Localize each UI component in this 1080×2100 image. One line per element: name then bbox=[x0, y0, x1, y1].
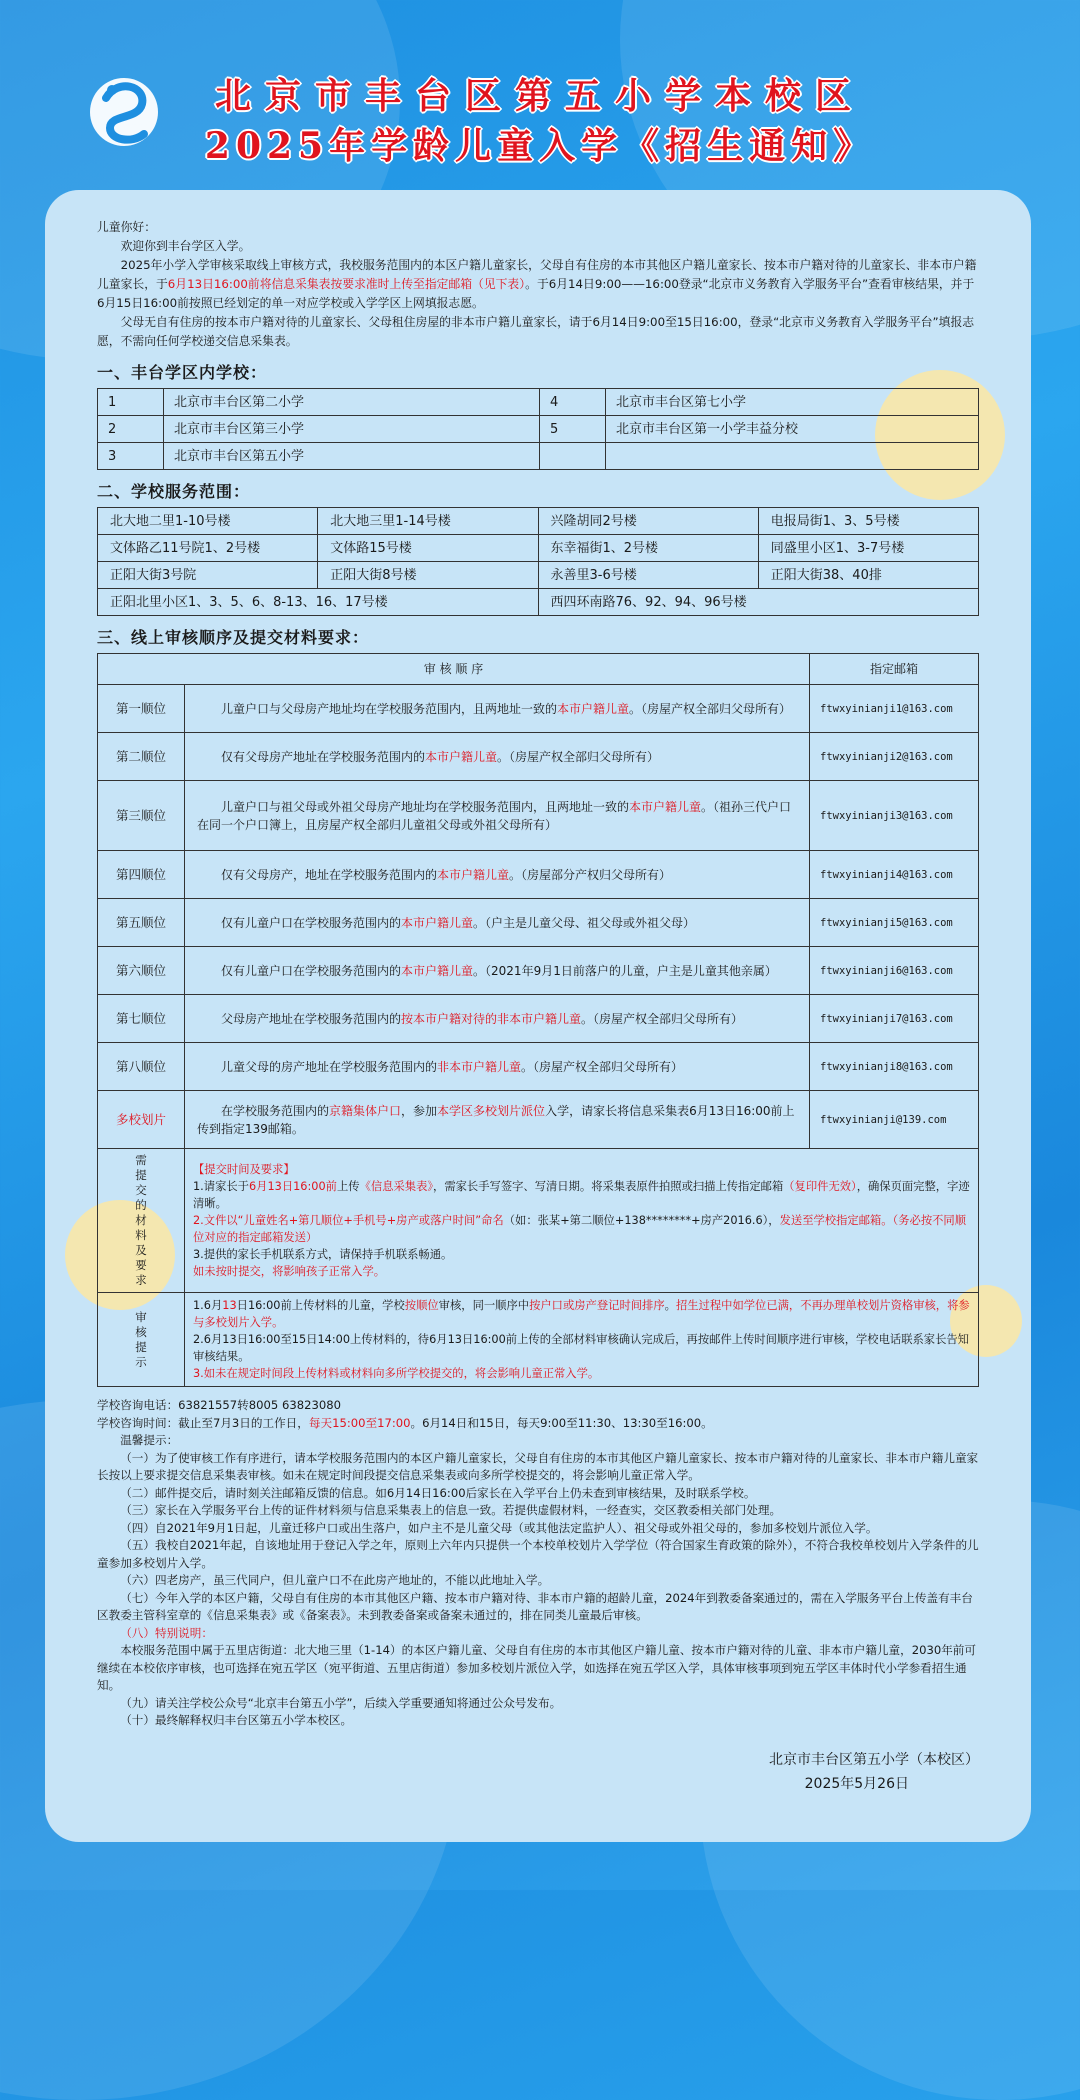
order-description bbox=[185, 947, 810, 995]
text: ，参加 bbox=[401, 1103, 438, 1118]
designated-email: ftwxyinianji7@163.com bbox=[810, 995, 979, 1043]
highlight: 本学区多校划片派位 bbox=[437, 1103, 546, 1118]
table-row bbox=[98, 995, 979, 1043]
time-line bbox=[97, 1415, 979, 1433]
table-row bbox=[98, 851, 979, 899]
phone-line bbox=[97, 1397, 979, 1415]
text: 学校咨询电话： bbox=[97, 1398, 179, 1412]
section-3-title: 三、线上审核顺序及提交材料要求： bbox=[97, 628, 370, 647]
table-row bbox=[98, 1043, 979, 1091]
order-level: 第五顺位 bbox=[98, 899, 185, 947]
highlight: 本市户籍儿童 bbox=[629, 799, 702, 814]
text: 2025年小学入学审核采取线上审核方式，我校服务范围内的本区户籍儿童家长，父母自有住房的本市其他区户籍儿童家长、按本市户籍对待的儿童家长、非本市户籍儿童家长，于 bbox=[97, 258, 977, 291]
address-cell: 文体路15号楼 bbox=[318, 535, 538, 562]
text: 。（房屋产权全部归父母所有） bbox=[521, 1059, 684, 1074]
table-row bbox=[98, 443, 979, 470]
school-name: 北京市丰台区第七小学 bbox=[606, 389, 979, 416]
text: 1.请家长于 bbox=[193, 1180, 249, 1193]
review-tips bbox=[185, 1293, 979, 1387]
materials-heading: 【提交时间及要求】 bbox=[193, 1163, 295, 1176]
empty-cell bbox=[540, 443, 606, 470]
signature-school: 北京市丰台区第五小学（本校区） bbox=[769, 1751, 979, 1768]
materials-line bbox=[193, 1212, 970, 1246]
text: 在学校服务范围内的 bbox=[221, 1103, 330, 1118]
tip: （一）为了使审核工作有序进行，请本学校服务范围内的本区户籍儿童家长，父母自有住房的本市其他区户籍儿童家长、按本市户籍对待的儿童家长、非本市户籍儿童家长按以上要求提交信息采集表审核。如未在规定时间段提交信息采集表或向多所学校提交的，将会影响儿童正常入学。 bbox=[97, 1450, 979, 1482]
highlight: 本市户籍儿童 bbox=[557, 701, 630, 716]
notice-panel bbox=[45, 190, 1031, 1842]
school-no: 4 bbox=[540, 389, 606, 416]
table-row bbox=[98, 416, 979, 443]
designated-email: ftwxyinianji@139.com bbox=[810, 1091, 979, 1149]
school-name: 北京市丰台区第一小学丰益分校 bbox=[606, 416, 979, 443]
highlight: 按本市户籍对待的非本市户籍儿童 bbox=[401, 1011, 582, 1026]
address-cell: 同盛里小区1、3-7号楼 bbox=[758, 535, 978, 562]
highlight: 《信息采集表》 bbox=[359, 1180, 434, 1193]
address-cell: 永善里3-6号楼 bbox=[538, 562, 758, 589]
table-row bbox=[98, 899, 979, 947]
order-level: 第四顺位 bbox=[98, 851, 185, 899]
intro-paragraph-1 bbox=[97, 256, 979, 313]
address-cell: 正阳大街38、40排 bbox=[758, 562, 978, 589]
order-description bbox=[185, 733, 810, 781]
table-row bbox=[98, 733, 979, 781]
highlight: 2.文件以“儿童姓名+第几顺位+手机号+房产或落户时间”命名 bbox=[193, 1214, 504, 1227]
page-title-line1: 北京市丰台区第五小学本校区 bbox=[214, 75, 865, 117]
tip: （二）邮件提交后，请时刻关注邮箱反馈的信息。如6月14日16:00后家长在入学平台上仍未查到审核结果，及时联系学校。 bbox=[120, 1485, 756, 1500]
order-description bbox=[185, 1091, 810, 1149]
order-level: 第七顺位 bbox=[98, 995, 185, 1043]
order-level: 第三顺位 bbox=[98, 781, 185, 851]
text: ，需家长手写签字、写清日期。将采集表原件拍照或扫描上传指定邮箱 bbox=[433, 1180, 784, 1193]
designated-email: ftwxyinianji2@163.com bbox=[810, 733, 979, 781]
order-description bbox=[185, 851, 810, 899]
order-description bbox=[185, 899, 810, 947]
tip: （九）请关注学校公众号“北京丰台第五小学”，后续入学重要通知将通过公众号发布。 bbox=[120, 1695, 562, 1710]
materials-line: 3.提供的家长手机联系方式，请保持手机联系畅通。 bbox=[193, 1248, 453, 1261]
header-order: 审 核 顺 序 bbox=[98, 654, 810, 685]
highlight: 本市户籍儿童 bbox=[401, 915, 474, 930]
header-mail: 指定邮箱 bbox=[810, 654, 979, 685]
table-row bbox=[98, 1293, 979, 1387]
school-name: 北京市丰台区第三小学 bbox=[164, 416, 540, 443]
text: （如：张某+第二顺位+138********+房产2016.6）， bbox=[503, 1214, 780, 1227]
table-row bbox=[98, 535, 979, 562]
table-row bbox=[98, 389, 979, 416]
text: 儿童户口与父母房产地址均在学校服务范围内，且两地址一致的 bbox=[221, 701, 558, 716]
order-level: 第一顺位 bbox=[98, 685, 185, 733]
text: 。（房屋产权全部归父母所有） bbox=[581, 1011, 744, 1026]
order-level: 第二顺位 bbox=[98, 733, 185, 781]
greeting: 儿童你好： bbox=[97, 220, 156, 234]
header bbox=[0, 0, 1080, 190]
highlight: 本市户籍儿童 bbox=[437, 867, 510, 882]
text: 。（房屋产权全部归父母所有） bbox=[629, 701, 792, 716]
text: 。于6月14日9:00——16:00登录“北京市义务教育入学服务平台”查看审核结果，并于6月15日16:00前按照已经划定的单一对应学校或入学学区上网填报志愿。 bbox=[97, 277, 975, 310]
tip: （四）自2021年9月1日起，儿童迁移户口或出生落户，如户主不是儿童父母（或其他法定监护人）、祖父母或外祖父母的，参加多校划片派位入学。 bbox=[120, 1520, 878, 1535]
table-row bbox=[98, 685, 979, 733]
tip: （六）四老房产，虽三代同户，但儿童户口不在此房产地址的，不能以此地址入学。 bbox=[120, 1573, 550, 1587]
highlight: 非本市户籍儿童 bbox=[437, 1059, 522, 1074]
text: 。（祖孙三代户口在同一个户口簿上，且房屋产权全部归儿童祖父母或外祖父母所有） bbox=[197, 799, 792, 832]
empty-cell bbox=[606, 443, 979, 470]
table-row bbox=[98, 508, 979, 535]
signature bbox=[97, 1748, 979, 1796]
text: 。（2021年9月1日前落户的儿童，户主是儿童其他亲属） bbox=[473, 963, 777, 978]
materials-label bbox=[98, 1149, 185, 1293]
highlight: 招生过程中如学位已满，不再办理单校划片资格审核，将参与多校划片入学。 bbox=[193, 1299, 970, 1329]
vertical-label: 审核提示 bbox=[135, 1309, 147, 1369]
service-scope-table bbox=[97, 507, 979, 616]
table-row bbox=[98, 1091, 979, 1149]
welcome-text: 欢迎你到丰台学区入学。 bbox=[120, 239, 251, 253]
address-cell: 正阳北里小区1、3、5、6、8-13、16、17号楼 bbox=[98, 589, 539, 616]
order-description bbox=[185, 1043, 810, 1091]
materials-warning: 如未按时提交，将影响孩子正常入学。 bbox=[193, 1265, 386, 1278]
table-row bbox=[98, 589, 979, 616]
address-cell: 兴隆胡同2号楼 bbox=[538, 508, 758, 535]
address-cell: 西四环南路76、92、94、96号楼 bbox=[538, 589, 979, 616]
text: 仅有父母房产地址在学校服务范围内的 bbox=[221, 749, 426, 764]
deadline-highlight: 6月13日16:00前将信息采集表按要求准时上传至指定邮箱（见下表） bbox=[167, 277, 526, 291]
text: 日16:00前上传材料的儿童，学校 bbox=[236, 1299, 405, 1312]
review-line bbox=[193, 1297, 970, 1331]
order-level: 多校划片 bbox=[98, 1091, 185, 1149]
section-1-title: 一、丰台学区内学校： bbox=[97, 363, 268, 382]
designated-email: ftwxyinianji3@163.com bbox=[810, 781, 979, 851]
school-name: 北京市丰台区第二小学 bbox=[164, 389, 540, 416]
highlight: 本市户籍儿童 bbox=[401, 963, 474, 978]
address-cell: 正阳大街8号楼 bbox=[318, 562, 538, 589]
designated-email: ftwxyinianji8@163.com bbox=[810, 1043, 979, 1091]
order-level: 第八顺位 bbox=[98, 1043, 185, 1091]
address-cell: 正阳大街3号院 bbox=[98, 562, 318, 589]
address-cell: 文体路乙11号院1、2号楼 bbox=[98, 535, 318, 562]
footer-notes bbox=[97, 1397, 979, 1796]
review-line: 2.6月13日16:00至15日14:00上传材料的，待6月13日16:00前上传的全部材料审核确认完成后，再按邮件上传时间顺序进行审核，学校电话联系家长告知审核结果。 bbox=[193, 1333, 969, 1363]
text: ，确保页面完整，字迹清晰。 bbox=[193, 1180, 970, 1210]
text: 仅有儿童户口在学校服务范围内的 bbox=[221, 963, 402, 978]
review-label bbox=[98, 1293, 185, 1387]
review-order-table bbox=[97, 653, 979, 1387]
text: 儿童户口与祖父母或外祖父母房产地址均在学校服务范围内，且两地址一致的 bbox=[221, 799, 630, 814]
table-row bbox=[98, 781, 979, 851]
table-header-row bbox=[98, 654, 979, 685]
text: 1.6月 bbox=[193, 1299, 223, 1312]
tip: （三）家长在入学服务平台上传的证件材料须与信息采集表上的信息一致。若提供虚假材料，一经查实，交区教委相关部门处理。 bbox=[120, 1503, 782, 1517]
text: 仅有儿童户口在学校服务范围内的 bbox=[221, 915, 402, 930]
text: 。（户主是儿童父母、祖父母或外祖父母） bbox=[473, 915, 696, 930]
order-rows bbox=[98, 685, 979, 1091]
address-cell: 电报局街1、3、5号楼 bbox=[758, 508, 978, 535]
text: 。（房屋产权全部归父母所有） bbox=[497, 749, 660, 764]
order-description bbox=[185, 781, 810, 851]
intro-paragraph-2: 父母无自有住房的按本市户籍对待的儿童家长、父母租住房屋的非本市户籍儿童家长，请于6月14日9:00至15日16:00，登录“北京市义务教育入学服务平台”填报志愿，不需向任何学校递交信息采集表。 bbox=[97, 315, 975, 348]
tip: （十）最终解释权归丰台区第五小学本校区。 bbox=[120, 1713, 353, 1727]
tip: 本校服务范围中属于五里店街道：北大地三里（1-14）的本区户籍儿童、父母自有住房的本市其他区户籍儿童、按本市户籍对待的儿童、非本市户籍儿童，2030年前可继续在本校依序审核，也可选择在宛五学区（宛平街道、五里店街道）参加多校划片派位入学，如选择在宛五学区入学，具体审核事项到宛五学区丰体时代小学参看招生通知。 bbox=[97, 1643, 976, 1692]
text: 父母房产地址在学校服务范围内的 bbox=[221, 1011, 402, 1026]
text: 。（房屋部分产权归父母所有） bbox=[509, 867, 672, 882]
school-no: 3 bbox=[98, 443, 164, 470]
table-row bbox=[98, 1149, 979, 1293]
phone-number: 63821557转8005 63823080 bbox=[178, 1398, 341, 1412]
highlight: 京籍集体户口 bbox=[329, 1103, 402, 1118]
tip: （七）今年入学的本区户籍，父母自有住房的本市其他区户籍、按本市户籍对待、非本市户籍的超龄儿童，2024年到教委备案通过的，需在入学服务平台上传盖有丰台区教委主管科室章的《信息采集表》或《备案表》。未到教委备案或备案未通过的，排在同类儿童最后审核。 bbox=[97, 1590, 973, 1622]
intro bbox=[97, 218, 979, 351]
section-2-title: 二、学校服务范围： bbox=[97, 482, 251, 501]
highlight: 本市户籍儿童 bbox=[425, 749, 498, 764]
address-cell: 北大地三里1-14号楼 bbox=[318, 508, 538, 535]
text: 仅有父母房产，地址在学校服务范围内的 bbox=[221, 867, 438, 882]
table-row bbox=[98, 562, 979, 589]
highlight: 按顺位 bbox=[404, 1299, 439, 1312]
text: 。6月14日和15日，每天9:00至11:30、13:30至16:00。 bbox=[410, 1415, 713, 1430]
page-title-line2: 2025年学龄儿童入学《招生通知》 bbox=[204, 125, 876, 167]
notice-content bbox=[97, 218, 979, 1796]
text: 截止至7月3日的工作日， bbox=[178, 1415, 309, 1430]
text: 入学，请家长将信息采集表6月13日16:00前上传到指定139邮箱。 bbox=[197, 1103, 795, 1136]
address-cell: 北大地二里1-10号楼 bbox=[98, 508, 318, 535]
order-description bbox=[185, 685, 810, 733]
school-name: 北京市丰台区第五小学 bbox=[164, 443, 540, 470]
highlight: 按户口或房产登记时间排序 bbox=[529, 1299, 665, 1312]
highlight: 发送至学校指定邮箱。（务必按不同顺位对应的指定邮箱发送） bbox=[193, 1214, 967, 1244]
text: 学校咨询时间： bbox=[97, 1415, 179, 1430]
text: 上传 bbox=[336, 1180, 360, 1193]
designated-email: ftwxyinianji6@163.com bbox=[810, 947, 979, 995]
tips-title: 温馨提示： bbox=[120, 1433, 179, 1447]
highlight: （复印件无效） bbox=[783, 1180, 857, 1193]
highlight: 13 bbox=[222, 1299, 237, 1312]
designated-email: ftwxyinianji5@163.com bbox=[810, 899, 979, 947]
text: 儿童父母的房产地址在学校服务范围内的 bbox=[221, 1059, 438, 1074]
signature-date: 2025年5月26日 bbox=[804, 1775, 909, 1792]
school-no: 1 bbox=[98, 389, 164, 416]
order-description bbox=[185, 995, 810, 1043]
school-table bbox=[97, 388, 979, 470]
address-cell: 东幸福街1、2号楼 bbox=[538, 535, 758, 562]
highlight: 6月13日16:00前 bbox=[248, 1180, 337, 1193]
designated-email: ftwxyinianji4@163.com bbox=[810, 851, 979, 899]
review-warning: 3.如未在规定时间段上传材料或材料向多所学校提交的，将会影响儿童正常入学。 bbox=[193, 1367, 600, 1380]
materials-requirements bbox=[185, 1149, 979, 1293]
table-row bbox=[98, 947, 979, 995]
highlight: 每天15:00至17:00 bbox=[308, 1415, 411, 1430]
text: 。 bbox=[664, 1299, 676, 1312]
school-no: 5 bbox=[540, 416, 606, 443]
tip-title: （八）特别说明： bbox=[120, 1625, 213, 1640]
tip: （五）我校自2021年起，自该地址用于登记入学之年，原则上六年内只提供一个本校单校划片入学学位（符合国家生育政策的除外），不符合我校单校划片入学条件的儿童参加多校划片入学。 bbox=[97, 1538, 979, 1570]
order-level: 第六顺位 bbox=[98, 947, 185, 995]
text: 审核，同一顺序中 bbox=[438, 1299, 530, 1312]
vertical-label: 需提交的材料及要求 bbox=[135, 1153, 147, 1287]
designated-email: ftwxyinianji1@163.com bbox=[810, 685, 979, 733]
school-no: 2 bbox=[98, 416, 164, 443]
materials-line bbox=[193, 1178, 970, 1212]
